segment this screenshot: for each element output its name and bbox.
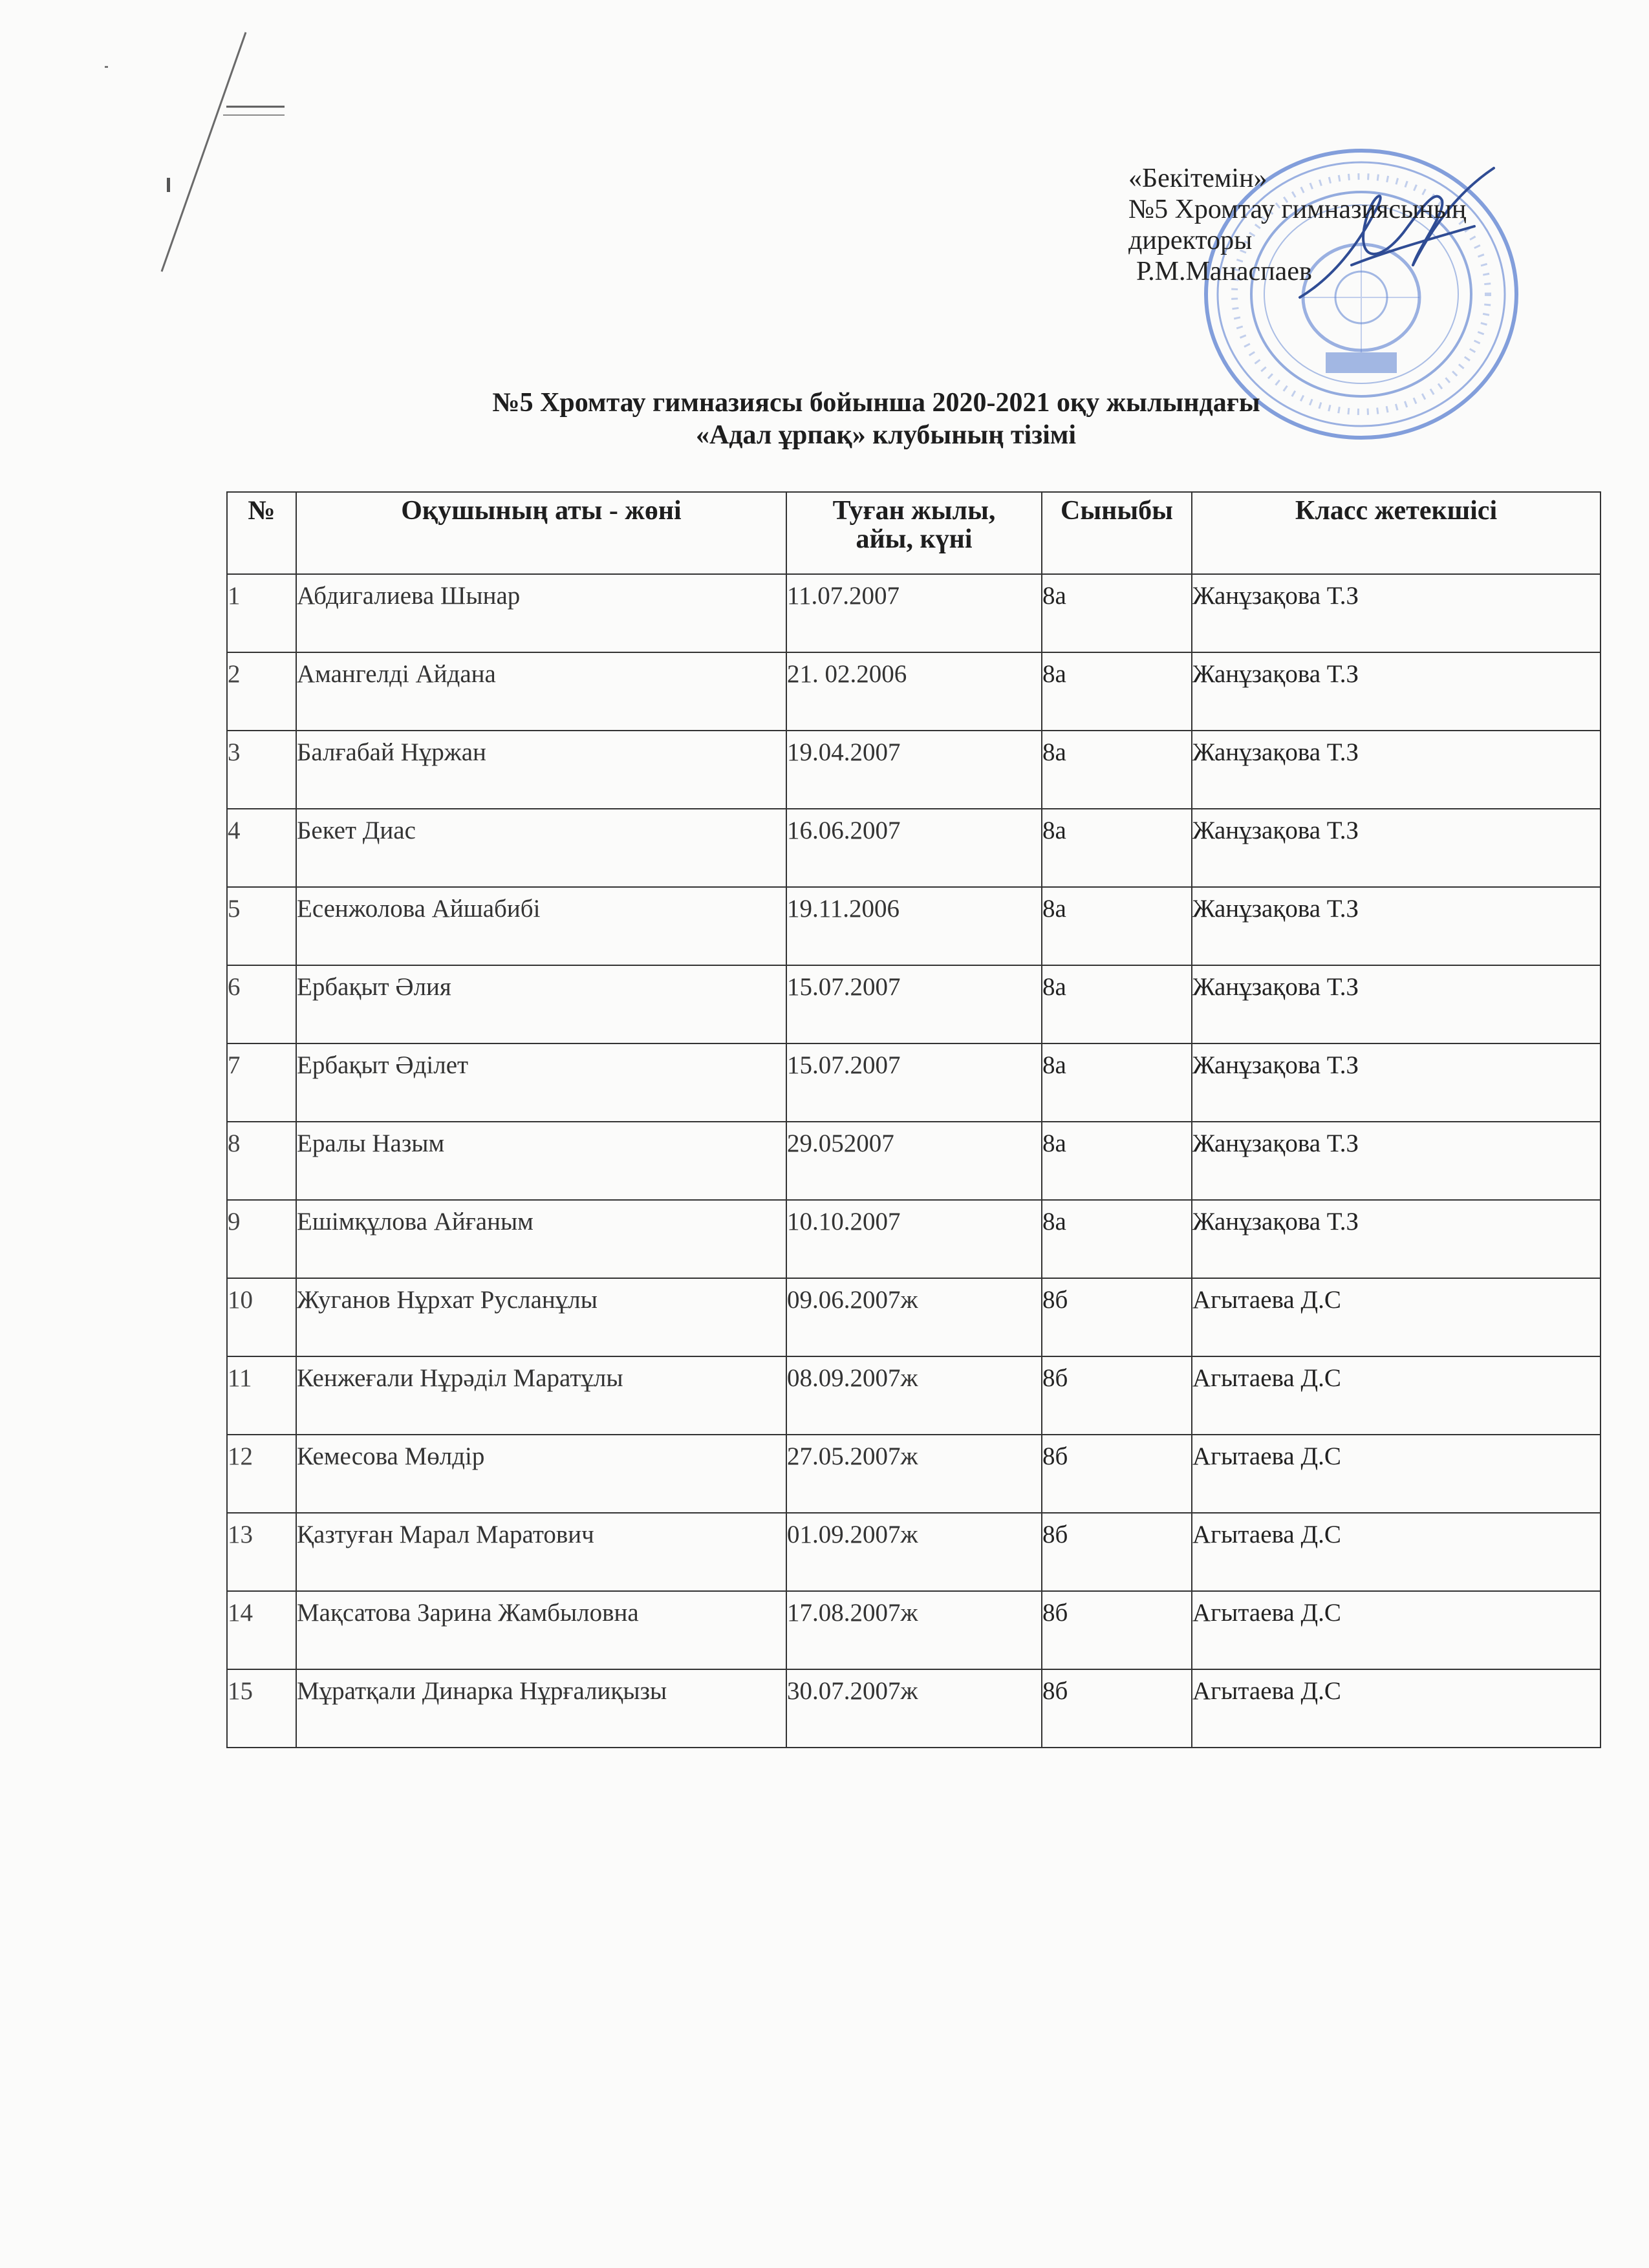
birth-date-cell: 27.05.2007ж (786, 1435, 1042, 1513)
document-title (0, 387, 1649, 451)
header-class-teacher: Класс жетекшісі (1192, 492, 1600, 574)
class-name-cell: 8а (1042, 1043, 1192, 1122)
row-number-cell: 12 (227, 1435, 296, 1513)
birth-date-cell: 30.07.2007ж (786, 1669, 1042, 1748)
table-row (227, 1278, 1600, 1356)
row-number-cell: 3 (227, 731, 296, 809)
approval-line-position: директоры (1128, 226, 1253, 255)
birth-date-cell: 21. 02.2006 (786, 652, 1042, 731)
student-name-cell: Балғабай Нұржан (296, 731, 786, 809)
birth-date-cell: 19.04.2007 (786, 731, 1042, 809)
class-name-cell: 8б (1042, 1591, 1192, 1669)
class-name-cell: 8а (1042, 652, 1192, 731)
class-name-cell: 8б (1042, 1435, 1192, 1513)
title-line-1: №5 Хромтау гимназиясы бойынша 2020-2021 оқу жылындағы (492, 388, 1260, 418)
table-row (227, 1200, 1600, 1278)
table-row (227, 965, 1600, 1043)
row-number-cell: 5 (227, 887, 296, 965)
student-name-cell: Амангелді Айдана (296, 652, 786, 731)
table-header-row (227, 492, 1600, 574)
birth-date-cell: 17.08.2007ж (786, 1591, 1042, 1669)
student-name-cell: Жуганов Нұрхат Русланұлы (296, 1278, 786, 1356)
table-row (227, 574, 1600, 652)
class-name-cell: 8а (1042, 1122, 1192, 1200)
approval-line-director-name: Р.М.Манаспаев (1136, 257, 1312, 286)
birth-date-cell: 15.07.2007 (786, 1043, 1042, 1122)
class-name-cell: 8а (1042, 731, 1192, 809)
row-number-cell: 13 (227, 1513, 296, 1591)
table-row (227, 1043, 1600, 1122)
approval-line-school: №5 Хромтау гимназиясының (1128, 195, 1467, 224)
student-name-cell: Ербақыт Әлия (296, 965, 786, 1043)
row-number-cell: 6 (227, 965, 296, 1043)
table-body (227, 574, 1600, 1748)
student-name-cell: Бекет Диас (296, 809, 786, 887)
student-name-cell: Абдигалиева Шынар (296, 574, 786, 652)
class-teacher-cell: Жанұзақова Т.З (1192, 965, 1600, 1043)
row-number-cell: 11 (227, 1356, 296, 1435)
birth-date-cell: 15.07.2007 (786, 965, 1042, 1043)
table-row (227, 1435, 1600, 1513)
table-row (227, 1591, 1600, 1669)
row-number-cell: 1 (227, 574, 296, 652)
birth-date-cell: 29.052007 (786, 1122, 1042, 1200)
row-number-cell: 14 (227, 1591, 296, 1669)
class-teacher-cell: Агытаева Д.С (1192, 1278, 1600, 1356)
class-teacher-cell: Агытаева Д.С (1192, 1435, 1600, 1513)
student-name-cell: Ералы Назым (296, 1122, 786, 1200)
class-name-cell: 8а (1042, 1200, 1192, 1278)
class-name-cell: 8б (1042, 1278, 1192, 1356)
birth-date-cell: 10.10.2007 (786, 1200, 1042, 1278)
approval-line-approve: «Бекітемін» (1128, 164, 1267, 193)
class-name-cell: 8а (1042, 887, 1192, 965)
header-birth-date (786, 492, 1042, 574)
student-name-cell: Ешімқұлова Айғаным (296, 1200, 786, 1278)
birth-date-cell: 19.11.2006 (786, 887, 1042, 965)
class-name-cell: 8а (1042, 809, 1192, 887)
row-number-cell: 10 (227, 1278, 296, 1356)
birth-date-cell: 08.09.2007ж (786, 1356, 1042, 1435)
student-name-cell: Қазтуған Марал Маратович (296, 1513, 786, 1591)
class-name-cell: 8б (1042, 1356, 1192, 1435)
club-roster-table (226, 491, 1601, 1748)
title-line-2: «Адал ұрпақ» клубының тізімі (695, 420, 1077, 450)
table-row (227, 1356, 1600, 1435)
class-name-cell: 8а (1042, 574, 1192, 652)
student-name-cell: Мұратқали Динарка Нұрғалиқызы (296, 1669, 786, 1748)
row-number-cell: 15 (227, 1669, 296, 1748)
table-row (227, 1513, 1600, 1591)
row-number-cell: 8 (227, 1122, 296, 1200)
table-row (227, 887, 1600, 965)
class-teacher-cell: Жанұзақова Т.З (1192, 809, 1600, 887)
class-teacher-cell: Агытаева Д.С (1192, 1669, 1600, 1748)
class-teacher-cell: Жанұзақова Т.З (1192, 574, 1600, 652)
table-row (227, 652, 1600, 731)
student-name-cell: Ербақыт Әділет (296, 1043, 786, 1122)
row-number-cell: 2 (227, 652, 296, 731)
birth-date-cell: 16.06.2007 (786, 809, 1042, 887)
class-teacher-cell: Агытаева Д.С (1192, 1513, 1600, 1591)
header-student-name: Оқушының аты - жөні (296, 492, 786, 574)
class-teacher-cell: Жанұзақова Т.З (1192, 1122, 1600, 1200)
row-number-cell: 7 (227, 1043, 296, 1122)
student-name-cell: Кенжеғали Нұрәділ Маратұлы (296, 1356, 786, 1435)
header-class: Сыныбы (1042, 492, 1192, 574)
row-number-cell: 9 (227, 1200, 296, 1278)
class-teacher-cell: Жанұзақова Т.З (1192, 731, 1600, 809)
student-name-cell: Кемесова Мөлдір (296, 1435, 786, 1513)
class-teacher-cell: Жанұзақова Т.З (1192, 1043, 1600, 1122)
table-row (227, 809, 1600, 887)
row-number-cell: 4 (227, 809, 296, 887)
header-number: № (227, 492, 296, 574)
student-name-cell: Мақсатова Зарина Жамбыловна (296, 1591, 786, 1669)
class-teacher-cell: Агытаева Д.С (1192, 1356, 1600, 1435)
birth-date-cell: 11.07.2007 (786, 574, 1042, 652)
birth-date-cell: 09.06.2007ж (786, 1278, 1042, 1356)
class-name-cell: 8а (1042, 965, 1192, 1043)
class-teacher-cell: Жанұзақова Т.З (1192, 887, 1600, 965)
header-birth-date-line-2: айы, күні (856, 524, 973, 554)
class-teacher-cell: Жанұзақова Т.З (1192, 1200, 1600, 1278)
table-row (227, 731, 1600, 809)
birth-date-cell: 01.09.2007ж (786, 1513, 1042, 1591)
table-row (227, 1122, 1600, 1200)
scan-edge-mark (91, 19, 285, 278)
class-teacher-cell: Жанұзақова Т.З (1192, 652, 1600, 731)
class-name-cell: 8б (1042, 1669, 1192, 1748)
class-name-cell: 8б (1042, 1513, 1192, 1591)
table-row (227, 1669, 1600, 1748)
class-teacher-cell: Агытаева Д.С (1192, 1591, 1600, 1669)
approval-block (1128, 163, 1466, 287)
student-name-cell: Есенжолова Айшабибі (296, 887, 786, 965)
header-birth-date-line-1: Туған жылы, (832, 496, 996, 526)
